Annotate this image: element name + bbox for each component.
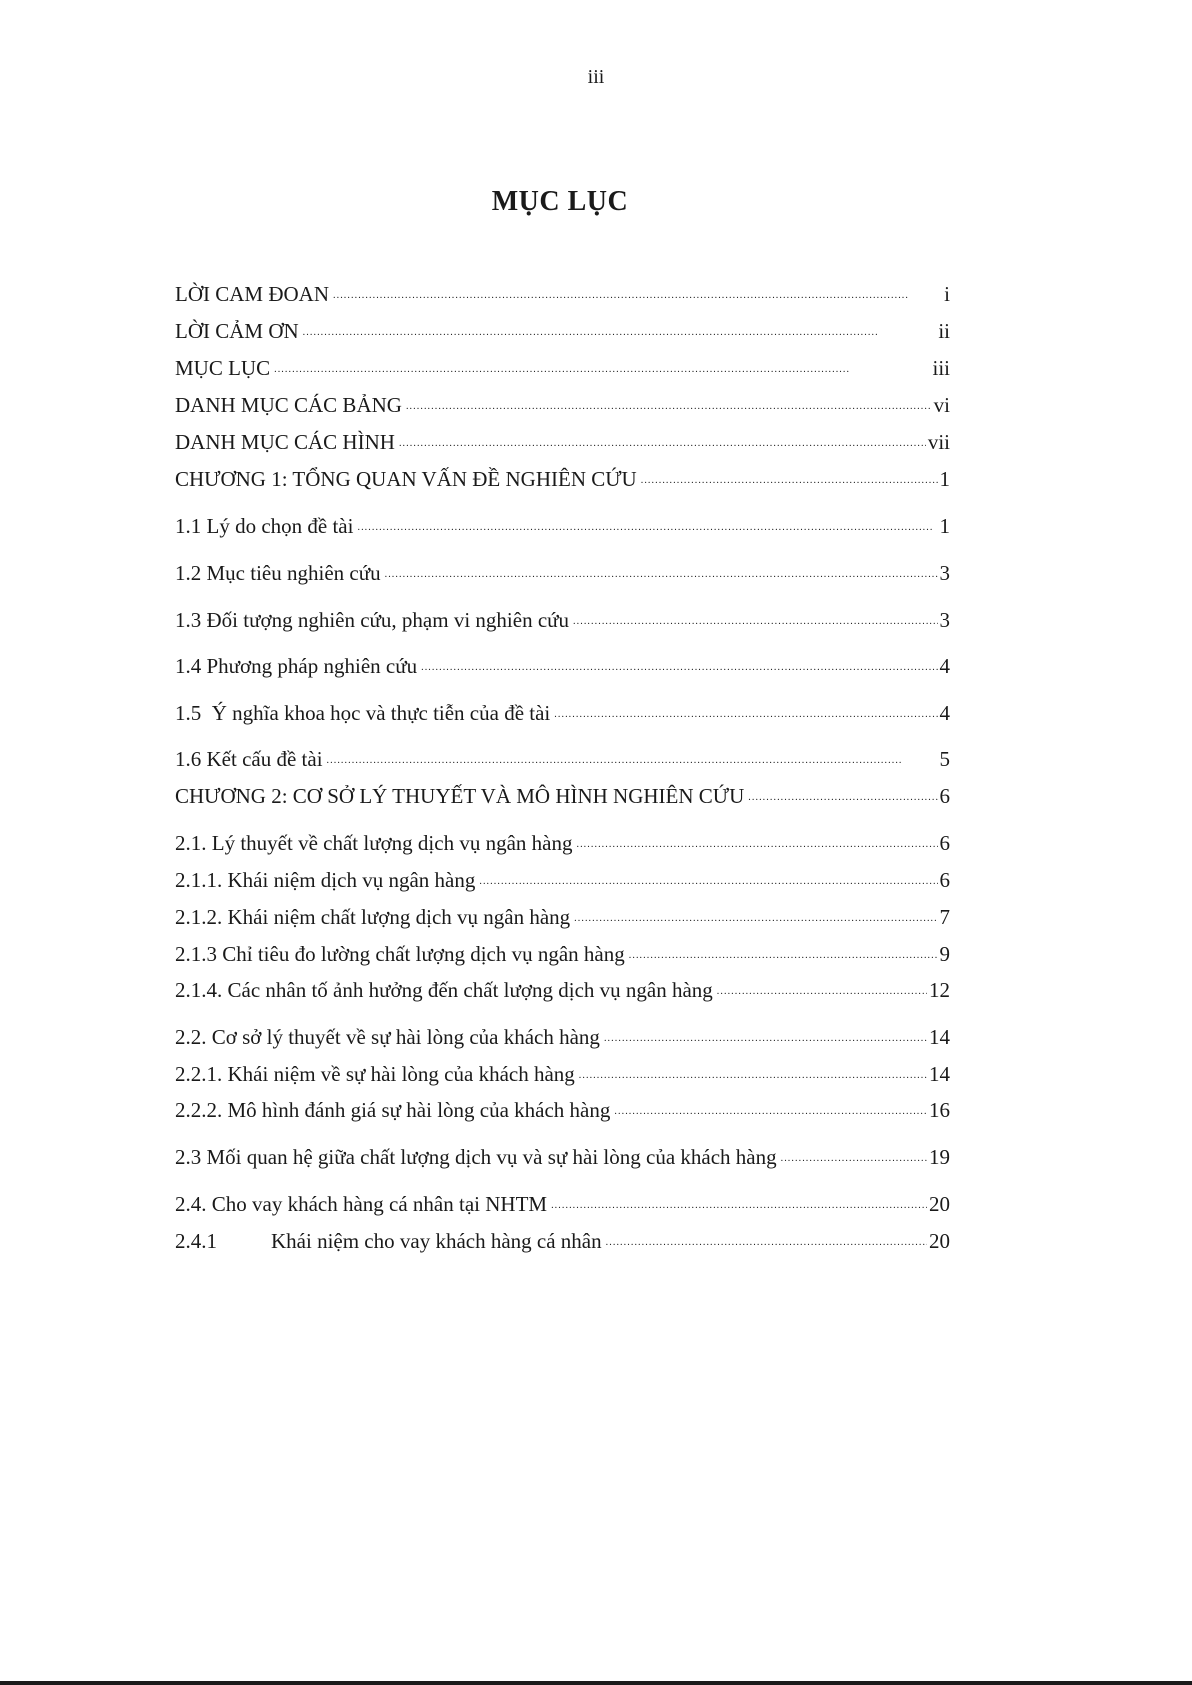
toc-entry[interactable] <box>175 1190 950 1218</box>
toc-entry-page: 20 <box>929 1229 950 1253</box>
page-number: iii <box>587 66 605 88</box>
toc-leader-dots <box>574 904 937 924</box>
toc-entry[interactable] <box>175 1060 950 1088</box>
toc-entry-page: iii <box>932 356 950 380</box>
toc-entry-page: vii <box>927 430 950 454</box>
toc-entry-label: DANH MỤC CÁC BẢNG <box>175 393 402 417</box>
toc-entry-label: 2.1.1. Khái niệm dịch vụ ngân hàng <box>175 868 476 892</box>
toc-entry-label: LỜI CAM ĐOAN <box>175 282 329 306</box>
toc-entry[interactable] <box>175 903 950 931</box>
toc-entry-text: Khái niệm cho vay khách hàng cá nhân <box>271 1229 602 1253</box>
toc-entry-page: 3 <box>939 561 950 585</box>
toc-entry-label: 2.1.4. Các nhân tố ảnh hưởng đến chất lượng dịch vụ ngân hàng <box>175 978 713 1002</box>
toc-entry[interactable] <box>175 280 950 308</box>
toc-entry-page: 16 <box>929 1098 950 1122</box>
toc-entry[interactable] <box>175 559 950 587</box>
toc-leader-dots <box>614 1097 927 1117</box>
toc-entry[interactable] <box>175 317 950 345</box>
toc-leader-dots <box>748 783 937 803</box>
toc-entry-label: 1.4 Phương pháp nghiên cứu <box>175 654 418 678</box>
toc-entry[interactable] <box>175 745 950 773</box>
toc-leader-dots <box>576 830 937 850</box>
toc-entry-page: 6 <box>939 784 950 808</box>
toc-leader-dots <box>385 560 938 580</box>
toc-leader-dots <box>406 392 932 412</box>
toc-leader-dots <box>554 700 937 720</box>
toc-entry-label: DANH MỤC CÁC HÌNH <box>175 430 395 454</box>
toc-leader-dots <box>479 867 937 887</box>
toc-entry-page: 12 <box>929 978 950 1002</box>
toc-entry-page: 6 <box>939 868 950 892</box>
toc-entry-label: 1.3 Đối tượng nghiên cứu, phạm vi nghiên cứu <box>175 608 570 632</box>
toc-entry-page: 7 <box>939 905 950 929</box>
toc-leader-dots <box>327 746 938 766</box>
toc-entry-page: i <box>944 282 950 306</box>
toc-entry-page: 4 <box>939 654 950 678</box>
toc-entry-number: 2.4.1 <box>175 1229 217 1253</box>
toc-entry[interactable] <box>175 940 950 968</box>
toc-entry-label: 1.6 Kết cấu đề tài <box>175 747 323 771</box>
toc-entry-label <box>175 1227 602 1255</box>
toc-leader-dots <box>781 1144 927 1164</box>
toc-entry-page: 14 <box>929 1062 950 1086</box>
toc-entry-label: CHƯƠNG 2: CƠ SỞ LÝ THUYẾT VÀ MÔ HÌNH NGHIÊN CỨU <box>175 784 745 808</box>
toc-entry-label: 1.2 Mục tiêu nghiên cứu <box>175 561 381 585</box>
toc-entry-page: 6 <box>939 831 950 855</box>
toc-entry-label: 2.1.3 Chỉ tiêu đo lường chất lượng dịch vụ ngân hàng <box>175 942 625 966</box>
toc-entry[interactable] <box>175 699 950 727</box>
toc-entry-label: 2.2. Cơ sở lý thuyết về sự hài lòng của khách hàng <box>175 1025 600 1049</box>
toc-entry[interactable] <box>175 512 950 540</box>
toc-entry[interactable] <box>175 428 950 456</box>
toc-leader-dots <box>551 1191 927 1211</box>
toc-entry-page: 4 <box>939 701 950 725</box>
toc-entry-page: 1 <box>939 467 950 491</box>
toc-entry-label: 2.4. Cho vay khách hàng cá nhân tại NHTM <box>175 1192 548 1216</box>
toc-entry[interactable] <box>175 652 950 680</box>
toc-entry-page: 5 <box>939 747 950 771</box>
toc-entry-label: 1.1 Lý do chọn đề tài <box>175 514 354 538</box>
toc-leader-dots <box>303 318 937 338</box>
toc-entry[interactable] <box>175 391 950 419</box>
toc-leader-dots <box>717 977 927 997</box>
toc-entry-label: LỜI CẢM ƠN <box>175 319 299 343</box>
toc-entry[interactable] <box>175 866 950 894</box>
toc-leader-dots <box>357 513 937 533</box>
toc-entry-page: 9 <box>939 942 950 966</box>
toc-entry-page: 20 <box>929 1192 950 1216</box>
toc-leader-dots <box>629 941 938 961</box>
toc-entry-page: vi <box>933 393 950 417</box>
bottom-border <box>0 1681 1192 1685</box>
toc-entry[interactable] <box>175 976 950 1004</box>
toc-entry[interactable] <box>175 829 950 857</box>
toc-entry[interactable] <box>175 465 950 493</box>
toc-entry[interactable] <box>175 1096 950 1124</box>
toc-entry-page: ii <box>938 319 950 343</box>
toc-leader-dots <box>604 1024 927 1044</box>
toc-leader-dots <box>421 653 937 673</box>
toc-leader-dots <box>573 607 937 627</box>
toc-entry-page: 14 <box>929 1025 950 1049</box>
toc-entry-label: 2.1. Lý thuyết về chất lượng dịch vụ ngân hàng <box>175 831 573 855</box>
toc-entry[interactable] <box>175 782 950 810</box>
page-title: MỤC LỤC <box>491 186 629 217</box>
toc-entry-page: 1 <box>939 514 950 538</box>
toc-entry-page: 19 <box>929 1145 950 1169</box>
toc-entry-label: MỤC LỤC <box>175 356 271 380</box>
toc-entry-label: CHƯƠNG 1: TỔNG QUAN VẤN ĐỀ NGHIÊN CỨU <box>175 467 637 491</box>
toc-leader-dots <box>274 355 930 375</box>
toc-entry[interactable] <box>175 1143 950 1171</box>
toc-entry-label: 2.2.1. Khái niệm về sự hài lòng của khách hàng <box>175 1062 575 1086</box>
toc-entry-label: 2.2.2. Mô hình đánh giá sự hài lòng của khách hàng <box>175 1098 611 1122</box>
toc-entry[interactable] <box>175 354 950 382</box>
toc-entry[interactable] <box>175 1227 950 1255</box>
toc-entry[interactable] <box>175 606 950 634</box>
toc-entry-label: 2.1.2. Khái niệm chất lượng dịch vụ ngân hàng <box>175 905 571 929</box>
toc-leader-dots <box>333 281 942 301</box>
toc-entry[interactable] <box>175 1023 950 1051</box>
toc-entry-page: 3 <box>939 608 950 632</box>
toc-leader-dots <box>641 466 938 486</box>
toc-leader-dots <box>399 429 926 449</box>
toc-leader-dots <box>579 1061 927 1081</box>
toc-entry-label: 1.5 Ý nghĩa khoa học và thực tiễn của đề tài <box>175 701 551 725</box>
toc-leader-dots <box>606 1228 927 1248</box>
toc-entry-label: 2.3 Mối quan hệ giữa chất lượng dịch vụ và sự hài lòng của khách hàng <box>175 1145 777 1169</box>
